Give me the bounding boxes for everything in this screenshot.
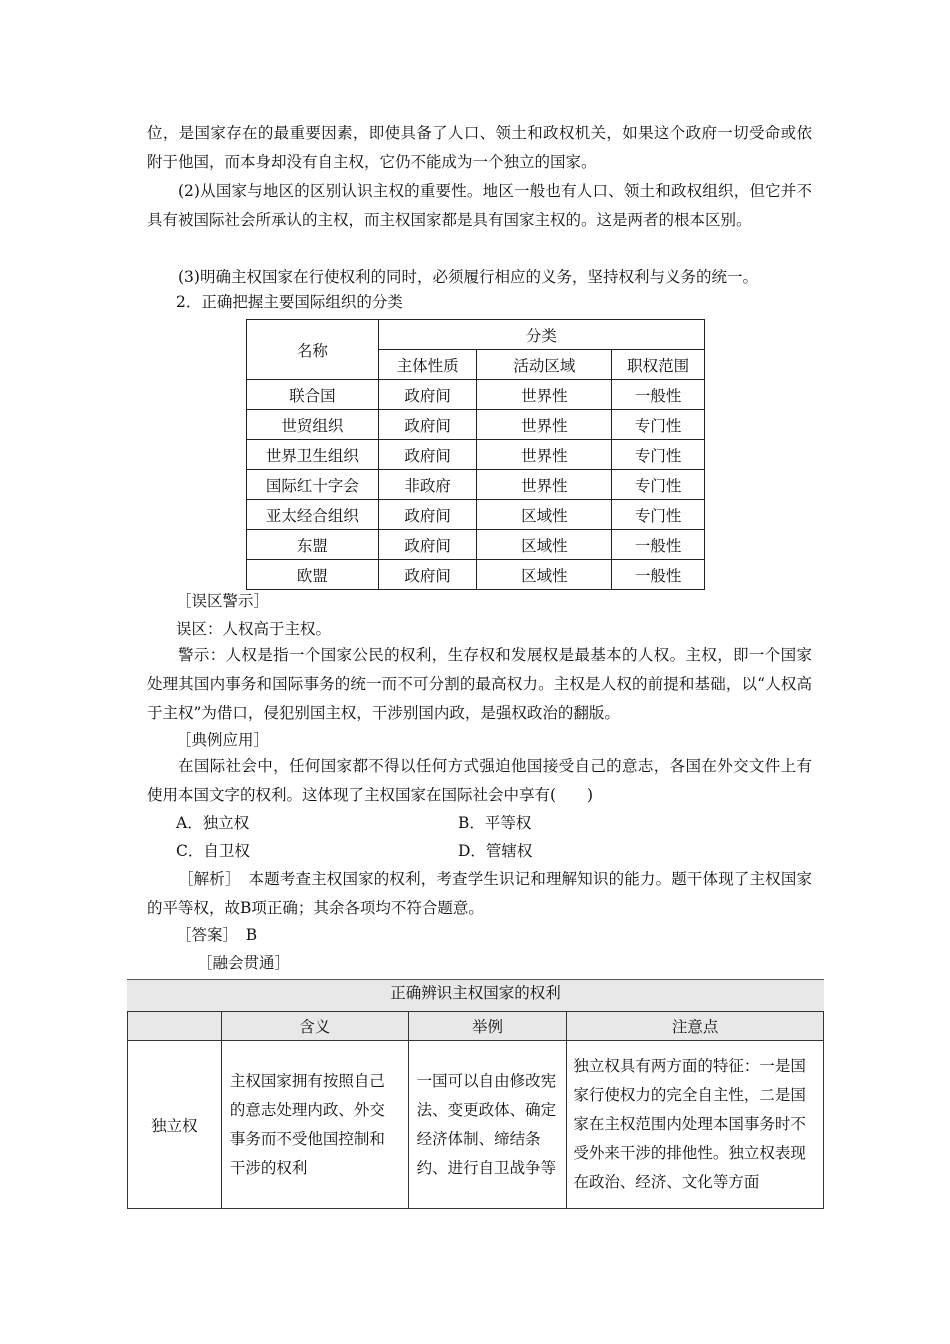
org-region: 区域性 — [477, 500, 612, 530]
header-example: 举例 — [408, 1012, 567, 1041]
org-nature: 政府间 — [378, 380, 477, 410]
right-note: 独立权具有两方面的特征：一是国家行使权力的完全自主性，二是国家在主权范围内处理本国事务时不受外来干涉的排他性。独立权表现在政治、经济、文化等方面 — [573, 1057, 806, 1191]
table-row — [247, 500, 705, 530]
example-question: 在国际社会中，任何国家都不得以任何方式强迫他国接受自己的意志，各国在外交文件上有使用本国文字的权利。这体现了主权国家在国际社会中享有( ) — [147, 757, 812, 804]
org-region: 世界性 — [477, 440, 612, 470]
org-name: 欧盟 — [247, 560, 379, 590]
org-region: 世界性 — [477, 410, 612, 440]
org-nature: 政府间 — [378, 500, 477, 530]
org-name: 亚太经合组织 — [247, 500, 379, 530]
point-3-paragraph: (3)明确主权国家在行使权利的同时，必须履行相应的义务，坚持权利与义务的统一。 — [178, 268, 758, 286]
header-name: 名称 — [247, 320, 379, 380]
right-meaning: 主权国家拥有按照自己的意志处理内政、外交事务而不受他国控制和干涉的权利 — [229, 1071, 385, 1177]
option-b: B．平等权 — [458, 814, 532, 832]
org-nature: 政府间 — [378, 440, 477, 470]
subheader-region: 活动区域 — [477, 350, 612, 380]
fusion-heading: ［融会贯通］ — [197, 954, 291, 972]
intro-paragraph: 位，是国家存在的最重要因素，即使具备了人口、领土和政权机关，如果这个政府一切受命或依附于他国，而本身却没有自主权，它仍不能成为一个独立的国家。 — [147, 124, 812, 171]
org-name: 联合国 — [247, 380, 379, 410]
right-example: 一国可以自由修改宪法、变更政体、确定经济体制、缔结条约、进行自卫战争等 — [416, 1071, 557, 1177]
right-note-cell — [567, 1041, 824, 1209]
option-c: C．自卫权 — [176, 842, 250, 860]
org-nature: 政府间 — [378, 530, 477, 560]
org-nature: 非政府 — [378, 470, 477, 500]
table-row — [247, 530, 705, 560]
table-row — [247, 380, 705, 410]
org-scope: 专门性 — [612, 500, 705, 530]
right-example-cell — [408, 1041, 567, 1209]
header-classification: 分类 — [378, 320, 704, 350]
rights-table-title: 正确辨识主权国家的权利 — [127, 979, 824, 1011]
org-name: 国际红十字会 — [247, 470, 379, 500]
org-scope: 专门性 — [612, 470, 705, 500]
org-region: 区域性 — [477, 530, 612, 560]
point-2-paragraph: (2)从国家与地区的区别认识主权的重要性。地区一般也有人口、领土和政权组织，但它并不具有被国际社会所承认的主权，而主权国家都是具有国家主权的。这是两者的根本区别。 — [147, 182, 812, 229]
org-name: 东盟 — [247, 530, 379, 560]
org-name: 世贸组织 — [247, 410, 379, 440]
header-blank — [128, 1012, 222, 1041]
org-nature: 政府间 — [378, 560, 477, 590]
misconception-text: 误区：人权高于主权。 — [176, 620, 332, 638]
subheader-scope: 职权范围 — [612, 350, 705, 380]
rights-table — [127, 979, 824, 1209]
org-scope: 专门性 — [612, 440, 705, 470]
table-row — [128, 1041, 824, 1209]
table-row — [247, 410, 705, 440]
option-d: D．管辖权 — [458, 842, 533, 860]
org-nature: 政府间 — [378, 410, 477, 440]
org-classification-table — [246, 319, 705, 590]
org-scope: 一般性 — [612, 560, 705, 590]
example-heading: ［典例应用］ — [176, 731, 270, 749]
header-meaning: 含义 — [221, 1012, 408, 1041]
table-row — [247, 560, 705, 590]
option-a: A．独立权 — [176, 814, 250, 832]
analysis-paragraph: ［解析］ 本题考查主权国家的权利，考查学生识记和理解知识的能力。题干体现了主权国家的平等权，故B项正确；其余各项均不符合题意。 — [147, 870, 812, 917]
org-scope: 专门性 — [612, 410, 705, 440]
misconception-heading: ［误区警示］ — [176, 592, 270, 610]
table-row — [247, 440, 705, 470]
org-region: 世界性 — [477, 470, 612, 500]
org-name: 世界卫生组织 — [247, 440, 379, 470]
section-2-title: 2．正确把握主要国际组织的分类 — [176, 293, 403, 311]
answer-line: ［答案］ B — [176, 926, 258, 944]
subheader-nature: 主体性质 — [378, 350, 477, 380]
org-scope: 一般性 — [612, 530, 705, 560]
table-row — [247, 470, 705, 500]
warning-paragraph: 警示：人权是指一个国家公民的权利，生存权和发展权是最基本的人权。主权，即一个国家处理其国内事务和国际事务的统一而不可分割的最高权力。主权是人权的前提和基础，以“人权高于主权”为借口，侵犯别国主权，干涉别国内政，是强权政治的翻版。 — [147, 646, 812, 722]
org-region: 世界性 — [477, 380, 612, 410]
right-meaning-cell — [221, 1041, 408, 1209]
org-scope: 一般性 — [612, 380, 705, 410]
right-name: 独立权 — [128, 1041, 222, 1209]
header-note: 注意点 — [567, 1012, 824, 1041]
org-region: 区域性 — [477, 560, 612, 590]
